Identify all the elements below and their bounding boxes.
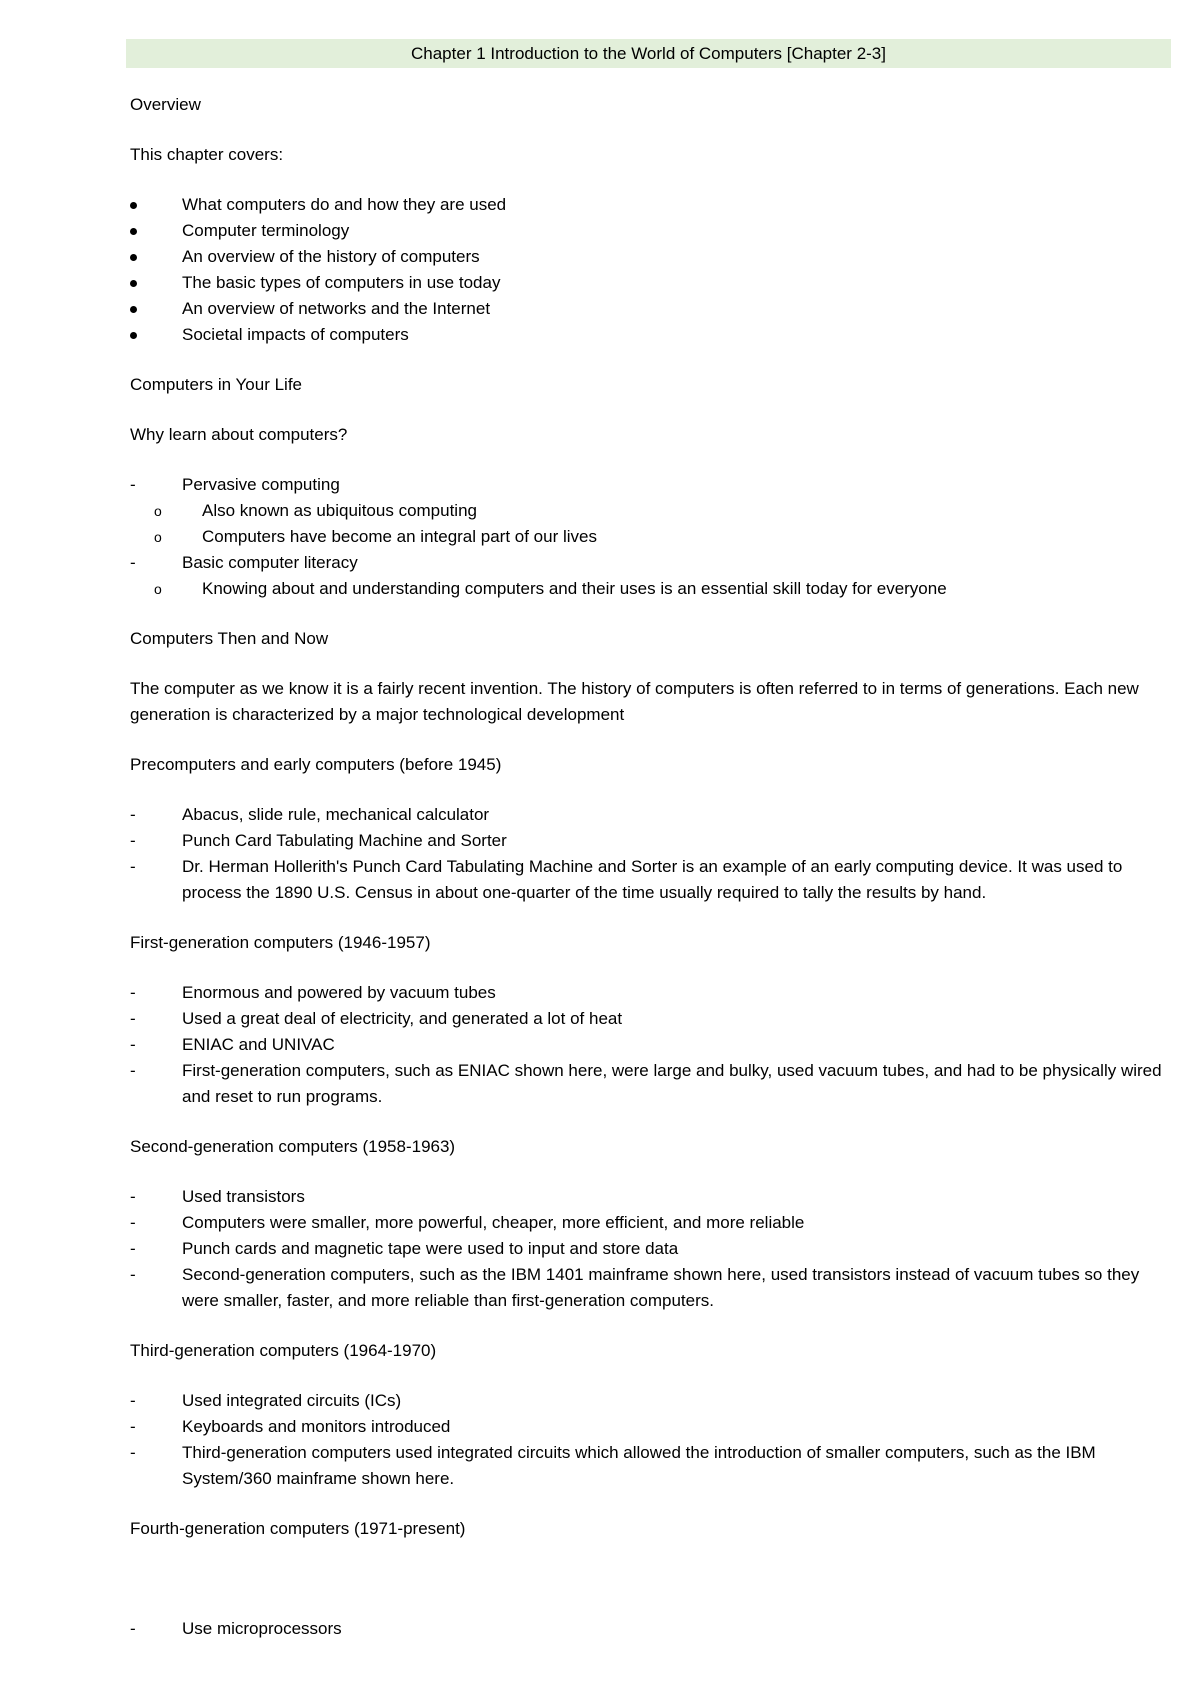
dash-marker: - [130, 857, 136, 876]
second-gen-heading: Second-generation computers (1958-1963) [130, 1137, 456, 1156]
third-gen-list [130, 1388, 1170, 1492]
dash-marker: - [130, 1391, 136, 1410]
dash-marker: - [130, 1417, 136, 1436]
dash-marker: - [130, 1009, 136, 1028]
list-item: An overview of the history of computers [182, 247, 480, 266]
list-item: - Used transistors [130, 1184, 1170, 1210]
then-now-paragraph: The computer as we know it is a fairly recent invention. The history of computers is often referred to in terms of generations. Each new generation is characterized by a major technological development [130, 679, 1139, 724]
circle-marker: o [154, 529, 162, 545]
list-item: What computers do and how they are used [182, 195, 507, 214]
circle-marker: o [154, 581, 162, 597]
overview-heading: Overview [130, 95, 201, 114]
dash-marker: - [130, 1239, 136, 1258]
dash-marker: - [130, 1213, 136, 1232]
dash-marker: - [130, 983, 136, 1002]
list-item: - Second-generation computers, such as the IBM 1401 mainframe shown here, used transistors instead of vacuum tubes so they were smaller, faster, and more reliable than first-generation computers. [130, 1262, 1170, 1314]
life-list [130, 472, 1170, 602]
dash-marker: - [130, 1061, 136, 1080]
second-gen-list [130, 1184, 1170, 1314]
list-item: Computer terminology [182, 221, 350, 240]
first-gen-list [130, 980, 1170, 1110]
precomputers-list [130, 802, 1170, 906]
list-item: - Abacus, slide rule, mechanical calculator [130, 802, 1170, 828]
fourth-gen-heading: Fourth-generation computers (1971-present) [130, 1519, 466, 1538]
dash-marker: - [130, 805, 136, 824]
dash-marker: - [130, 1619, 136, 1638]
life-heading: Computers in Your Life [130, 375, 302, 394]
list-item: Societal impacts of computers [182, 325, 409, 344]
list-item: - Basic computer literacy [130, 550, 1170, 576]
blank-space [130, 1542, 1170, 1616]
then-now-heading: Computers Then and Now [130, 629, 329, 648]
list-item: - Punch Card Tabulating Machine and Sorter [130, 828, 1170, 854]
dash-marker: - [130, 1035, 136, 1054]
dash-marker: - [130, 1187, 136, 1206]
list-item: - Computers were smaller, more powerful, cheaper, more efficient, and more reliable [130, 1210, 1170, 1236]
list-item: - Enormous and powered by vacuum tubes [130, 980, 1170, 1006]
list-item: - Punch cards and magnetic tape were used to input and store data [130, 1236, 1170, 1262]
sub-list-item: o Knowing about and understanding computers and their uses is an essential skill today for everyone [130, 576, 1170, 602]
list-item: - Used integrated circuits (ICs) [130, 1388, 1170, 1414]
precomputers-heading: Precomputers and early computers (before 1945) [130, 755, 502, 774]
list-item: - ENIAC and UNIVAC [130, 1032, 1170, 1058]
first-gen-heading: First-generation computers (1946-1957) [130, 933, 431, 952]
sub-list-item: o Also known as ubiquitous computing [130, 498, 1170, 524]
third-gen-heading: Third-generation computers (1964-1970) [130, 1341, 437, 1360]
list-item: - Third-generation computers used integrated circuits which allowed the introduction of smaller computers, such as the IBM System/360 mainframe shown here. [130, 1440, 1170, 1492]
dash-marker: - [130, 1265, 136, 1284]
list-item: - Pervasive computing [130, 472, 1170, 498]
dash-marker: - [130, 1443, 136, 1462]
circle-marker: o [154, 503, 162, 519]
list-item: - Keyboards and monitors introduced [130, 1414, 1170, 1440]
chapter-title-bar [126, 39, 1171, 68]
list-item: An overview of networks and the Internet [182, 299, 491, 318]
list-item: - Used a great deal of electricity, and generated a lot of heat [130, 1006, 1170, 1032]
dash-marker: - [130, 475, 136, 494]
list-item: - First-generation computers, such as ENIAC shown here, were large and bulky, used vacuum tubes, and had to be physically wired and reset to run programs. [130, 1058, 1170, 1110]
list-item: The basic types of computers in use today [182, 273, 501, 292]
overview-list [130, 192, 1170, 348]
dash-marker: - [130, 831, 136, 850]
sub-list-item: o Computers have become an integral part of our lives [130, 524, 1170, 550]
overview-intro: This chapter covers: [130, 145, 284, 164]
chapter-title: Chapter 1 Introduction to the World of Computers [Chapter 2-3] [411, 43, 886, 63]
list-item: - Use microprocessors [130, 1616, 1170, 1642]
list-item: - Dr. Herman Hollerith's Punch Card Tabulating Machine and Sorter is an example of an early computing device. It was used to process the 1890 U.S. Census in about one-quarter of the time usually required to tally the results by hand. [130, 854, 1170, 906]
life-question: Why learn about computers? [130, 425, 348, 444]
fourth-gen-list [130, 1616, 1170, 1642]
document-body [130, 92, 1170, 1666]
dash-marker: - [130, 553, 136, 572]
